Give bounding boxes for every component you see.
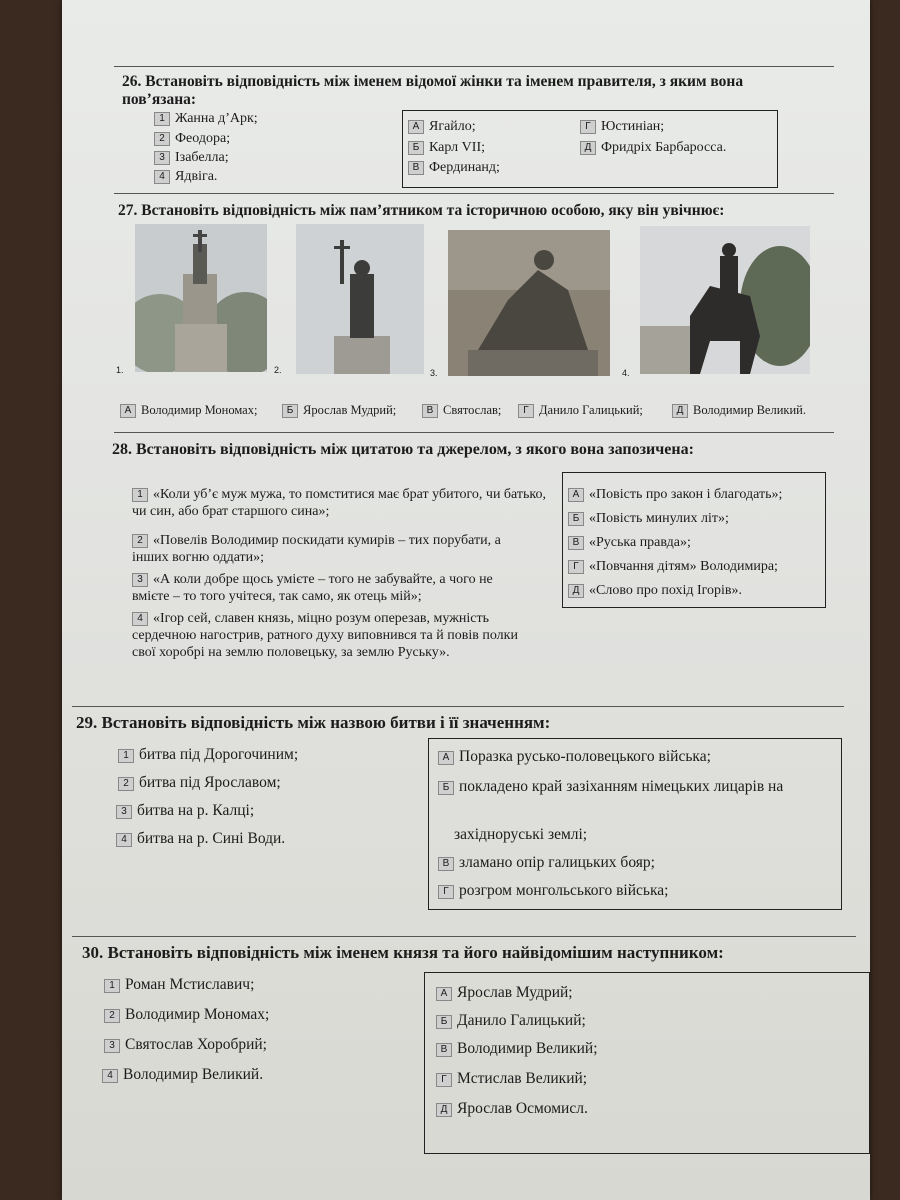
q30-successor: Г Мстислав Великий; <box>436 1070 587 1087</box>
question-29-title: 29. Встановіть відповідність між назвою битви і її значенням: <box>76 713 551 732</box>
q30-prince: 2 Володимир Мономах; <box>104 1006 269 1023</box>
monument-photo-1 <box>135 224 267 372</box>
q27-option: Г Данило Галицький; <box>518 402 643 419</box>
question-27-title: 27. Встановіть відповідність між пам’ятником та історичною особою, яку він увічнює: <box>118 202 725 219</box>
q26-right-item: В Фердинанд; <box>408 159 500 176</box>
q26-left-item: 2 Феодора; <box>154 130 230 147</box>
q28-source: Б «Повість минулих літ»; <box>568 510 729 527</box>
question-28-title: 28. Встановіть відповідність між цитатою та джерелом, з якого вона запозичена: <box>112 441 694 458</box>
monument-photo-4 <box>640 226 810 374</box>
q29-battle: 1 битва під Дорогочиним; <box>118 746 298 763</box>
divider <box>114 193 834 194</box>
photo-label-2: 2. <box>274 365 282 375</box>
q26-left-item: 1 Жанна д’Арк; <box>154 110 258 127</box>
q29-meaning: А Поразка русько-половецького війська; <box>438 748 711 765</box>
q28-source: А «Повість про закон і благодать»; <box>568 486 782 503</box>
q30-successor: Д Ярослав Осмомисл. <box>436 1100 588 1117</box>
q29-meaning: Б покладено край зазіханням німецьких лицарів на <box>438 778 783 795</box>
q30-prince: 4 Володимир Великий. <box>102 1066 263 1083</box>
q28-source: Г «Повчання дітям» Володимира; <box>568 558 778 575</box>
photo-label-3: 3. <box>430 368 438 378</box>
divider <box>114 66 834 67</box>
q27-option: А Володимир Мономах; <box>120 402 257 419</box>
q26-left-item: 3 Ізабелла; <box>154 149 229 166</box>
monument-photo-3 <box>448 230 610 376</box>
question-26-title: 26. Встановіть відповідність між іменем відомої жінки та іменем правителя, з яким вона пов’язана: <box>122 73 744 108</box>
q26-right-item: Б Карл VII; <box>408 139 485 156</box>
q28-quote: 4 «Ігор сей, славен князь, міцно розум оперезав, мужність сердечною нагострив, ратного духу виповнився та й повів полки свої хоробрі на землю половецьку, за землю Руську». <box>132 611 518 660</box>
divider <box>72 936 856 937</box>
q29-battle: 4 битва на р. Сині Води. <box>116 830 285 847</box>
q30-successor: Б Данило Галицький; <box>436 1012 586 1029</box>
q30-successor: А Ярослав Мудрий; <box>436 984 573 1001</box>
q30-prince: 1 Роман Мстиславич; <box>104 976 254 993</box>
q26-right-item: Д Фридріх Барбаросса. <box>580 139 726 156</box>
q29-meaning: західноруські землі; <box>454 826 588 843</box>
photo-label-1: 1. <box>116 365 124 375</box>
q26-right-item: Г Юстиніан; <box>580 118 664 135</box>
q29-battle: 2 битва під Ярославом; <box>118 774 281 791</box>
q28-source: В «Руська правда»; <box>568 534 691 551</box>
divider <box>72 706 844 707</box>
photo-label-4: 4. <box>622 368 630 378</box>
divider <box>114 432 834 433</box>
q27-option: Д Володимир Великий. <box>672 402 806 419</box>
q28-source: Д «Слово про похід Ігорів». <box>568 582 742 599</box>
q26-left-item: 4 Ядвіга. <box>154 168 217 185</box>
q28-quote: 3 «А коли добре щось умієте – того не забувайте, а чого не вмієте – то того учітеся, так само, як отець мій»; <box>132 572 493 604</box>
q27-option: В Святослав; <box>422 402 501 419</box>
q28-quote: 2 «Повелів Володимир поскидати кумирів – тих порубати, а інших вогню оддати»; <box>132 533 501 565</box>
q28-quote: 1 «Коли уб’є муж мужа, то помститися має брат убитого, чи батько, чи син, або брат старшого сина»; <box>132 487 546 519</box>
question-30-title: 30. Встановіть відповідність між іменем князя та його найвідомішим наступником: <box>82 943 724 962</box>
q30-successor: В Володимир Великий; <box>436 1040 598 1057</box>
monument-photo-2 <box>296 224 424 374</box>
q27-option: Б Ярослав Мудрий; <box>282 402 396 419</box>
q29-meaning: Г розгром монгольського війська; <box>438 882 668 899</box>
q29-battle: 3 битва на р. Калці; <box>116 802 254 819</box>
q30-prince: 3 Святослав Хоробрий; <box>104 1036 267 1053</box>
q26-right-item: А Ягайло; <box>408 118 476 135</box>
q29-meaning: В зламано опір галицьких бояр; <box>438 854 655 871</box>
